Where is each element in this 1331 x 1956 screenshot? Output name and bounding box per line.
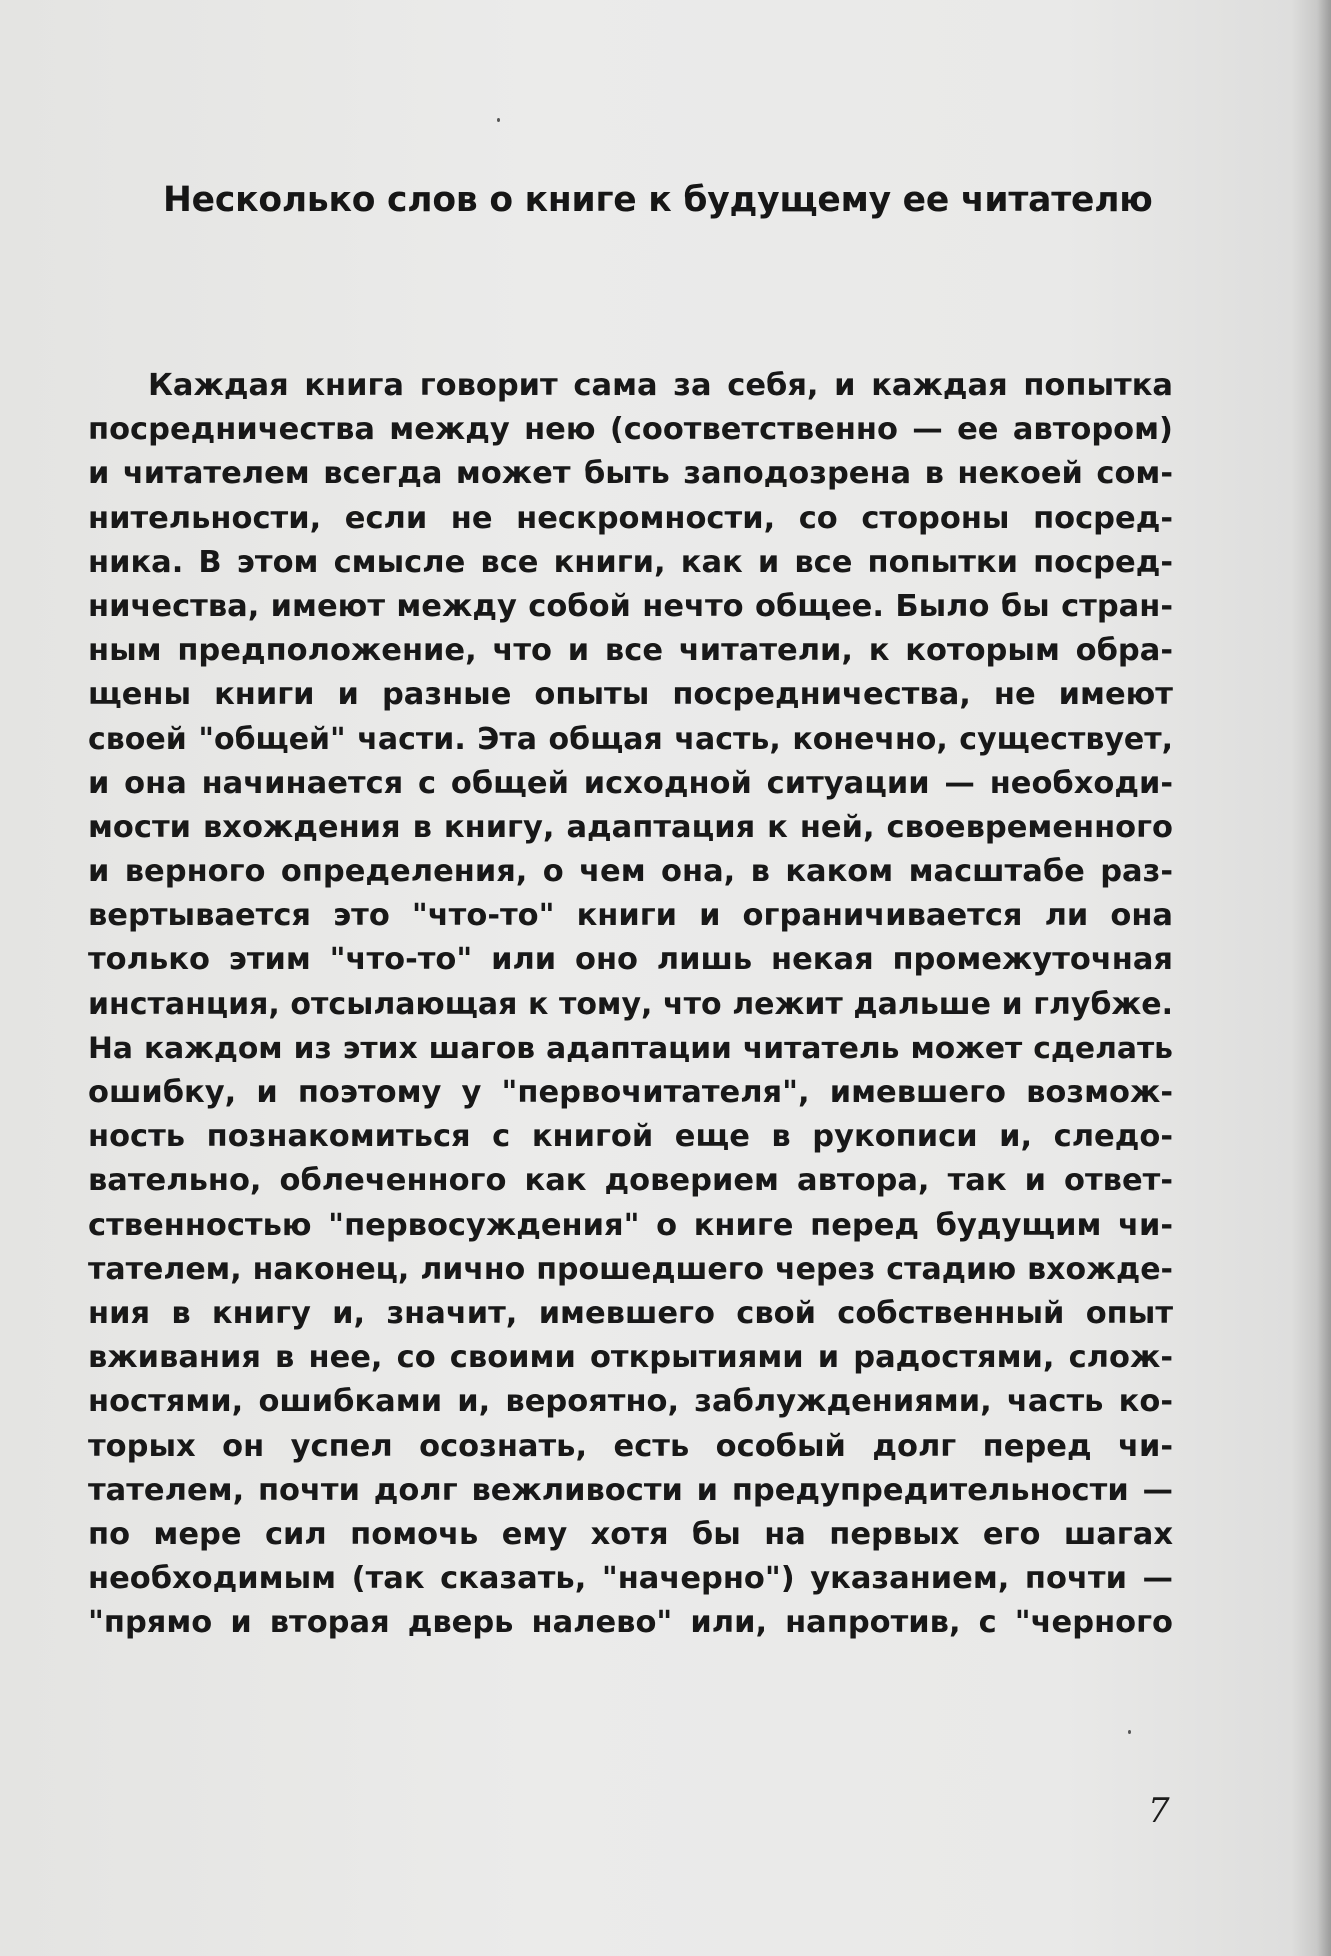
text-line: ошибку, и поэтому у "первочитателя", имевшего возмож- <box>88 1075 1173 1110</box>
text-line: тателем, наконец, лично прошедшего через стадию вхожде- <box>88 1251 1173 1287</box>
paper-speck <box>497 118 500 122</box>
text-line: по мере сил помочь ему хотя бы на первых его шагах <box>88 1516 1173 1552</box>
text-line: вательно, облеченного как доверием автора, так и ответ- <box>88 1163 1173 1199</box>
page-edge-shadow <box>1317 0 1331 1956</box>
text-line: щены книги и разные опыты посредничества, не имеют <box>88 677 1173 713</box>
body-text <box>88 364 1173 1645</box>
text-line: ностями, ошибками и, вероятно, заблуждениями, часть ко- <box>88 1384 1173 1420</box>
text-line: тателем, почти долг вежливости и предупредительности — <box>88 1472 1173 1508</box>
text-line: только этим "что-то" или оно лишь некая промежуточная <box>88 942 1173 978</box>
text-line: нительности, если не нескромности, со стороны посред- <box>88 500 1173 536</box>
text-line: ность познакомиться с книгой еще в рукописи и, следо- <box>88 1119 1173 1155</box>
text-line: ника. В этом смысле все книги, как и все попытки посред- <box>88 544 1173 580</box>
text-line: необходимым (так сказать, "начерно") указанием, почти — <box>88 1561 1173 1597</box>
text-line: и она начинается с общей исходной ситуации — необходи- <box>88 765 1173 801</box>
text-line: ния в книгу и, значит, имевшего свой собственный опыт <box>88 1295 1173 1331</box>
text-line: На каждом из этих шагов адаптации читатель может сделать <box>88 1030 1173 1066</box>
text-line: Каждая книга говорит сама за себя, и каждая попытка <box>148 368 1173 403</box>
text-line: посредничества между нею (соответственно — ее автором) <box>88 412 1173 448</box>
text-line: инстанция, отсылающая к тому, что лежит дальше и глубже. <box>88 986 1173 1022</box>
text-line: ничества, имеют между собой нечто общее. Было бы стран- <box>88 588 1173 624</box>
text-line: торых он успел осознать, есть особый долг перед чи- <box>88 1428 1173 1464</box>
text-line: вживания в нее, со своими открытиями и радостями, слож- <box>88 1340 1173 1376</box>
chapter-heading: Несколько слов о книге к будущему ее читателю <box>163 180 1153 220</box>
page-number: 7 <box>1148 1791 1170 1831</box>
text-line: своей "общей" части. Эта общая часть, конечно, существует, <box>88 721 1173 757</box>
text-line: и верного определения, о чем она, в каком масштабе раз- <box>88 854 1173 890</box>
paper-speck <box>1128 1730 1131 1734</box>
text-line: мости вхождения в книгу, адаптация к ней, своевременного <box>88 809 1173 845</box>
text-line: ным предположение, что и все читатели, к которым обра- <box>88 633 1173 669</box>
text-line: "прямо и вторая дверь налево" или, напротив, с "черного <box>88 1605 1173 1641</box>
text-line: вертывается это "что-то" книги и ограничивается ли она <box>88 898 1173 934</box>
text-line: и читателем всегда может быть заподозрена в некоей сом- <box>88 456 1173 492</box>
text-line: ственностью "первосуждения" о книге перед будущим чи- <box>88 1207 1173 1243</box>
